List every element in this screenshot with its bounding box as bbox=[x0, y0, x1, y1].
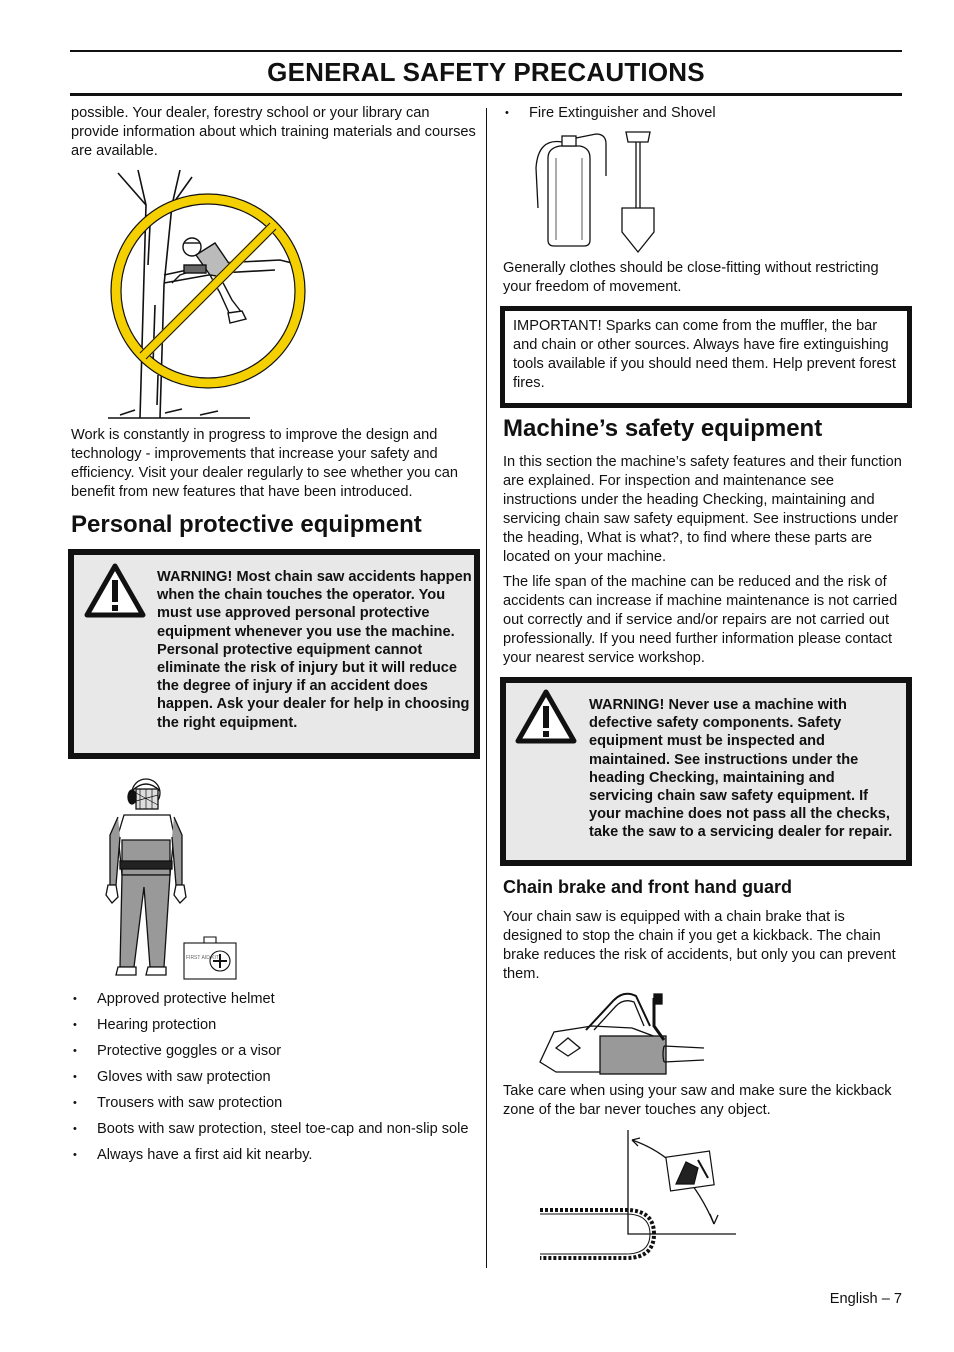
list-item: • Hearing protection bbox=[71, 1016, 476, 1034]
machine-paragraph-2: The life span of the machine can be reduced and the risk of accidents can increase if machine maintenance is not carried out correctly and if service and/or repairs are not carried out professionally. If you need further information please contact your nearest service workshop. bbox=[503, 574, 898, 666]
list-item: • Protective goggles or a visor bbox=[71, 1042, 476, 1060]
machine-warning-box bbox=[500, 677, 912, 866]
protective-equipment-illustration bbox=[100, 775, 245, 985]
first-aid-kit-label: FIRST AID KIT bbox=[186, 955, 219, 961]
list-item: • Fire Extinguisher and Shovel bbox=[503, 104, 903, 122]
important-box bbox=[500, 306, 912, 408]
improvement-paragraph: Work is constantly in progress to improve the design and technology - improvements that increase your safety and efficiency. Visit your dealer regularly to see whether you can benefit from new features that have been introduced. bbox=[71, 427, 458, 500]
warning-triangle-icon bbox=[515, 689, 577, 745]
ppe-warning-text: WARNING! Most chain saw accidents happen when the chain touches the operator. You must use approved personal protective equipment whenever you use the machine. Personal protective equipment cannot eliminate the risk of injury but it will reduce the degree of injury if an accident does happen. Ask your dealer for help in choosing the right equipment. bbox=[157, 569, 472, 731]
list-item: • Always have a first aid kit nearby. bbox=[71, 1146, 476, 1164]
fire-extinguisher-shovel-illustration bbox=[530, 128, 670, 256]
intro-paragraph: possible. Your dealer, forestry school or your library can provide information about which training materials and courses are available. bbox=[71, 105, 476, 159]
list-item: • Gloves with saw protection bbox=[71, 1068, 476, 1086]
column-separator bbox=[486, 108, 487, 1268]
chain-brake-heading: Chain brake and front hand guard bbox=[503, 877, 793, 897]
list-item: • Boots with saw protection, steel toe-cap and non-slip sole bbox=[71, 1120, 476, 1138]
chain-brake-illustration bbox=[536, 990, 706, 1080]
ppe-heading: Personal protective equipment bbox=[71, 511, 422, 538]
machine-warning-text: WARNING! Never use a machine with defective safety components. Safety equipment must be inspected and maintained. See instructions under the heading Checking, maintaining and servicing chain saw safety equipment. If your machine does not pass all the checks, take the saw to a servicing dealer for repair. bbox=[589, 697, 893, 841]
list-item: • Trousers with saw protection bbox=[71, 1094, 476, 1112]
ppe-warning-box bbox=[68, 549, 480, 759]
kickback-paragraph: Take care when using your saw and make sure the kickback zone of the bar never touches any object. bbox=[503, 1083, 892, 1118]
header-bottom-rule bbox=[70, 93, 902, 96]
page-number: English – 7 bbox=[829, 1291, 902, 1307]
fire-list bbox=[503, 104, 903, 122]
kickback-zone-illustration bbox=[536, 1128, 741, 1268]
no-climbing-illustration bbox=[100, 165, 315, 425]
ppe-list bbox=[71, 990, 476, 1164]
chain-brake-paragraph: Your chain saw is equipped with a chain brake that is designed to stop the chain if you get a kickback. The chain brake reduces the risk of accidents, but only you can prevent them. bbox=[503, 909, 896, 982]
list-item: • Approved protective helmet bbox=[71, 990, 476, 1008]
warning-triangle-icon bbox=[84, 563, 146, 619]
clothes-paragraph: Generally clothes should be close-fitting without restricting your freedom of movement. bbox=[503, 260, 879, 295]
machine-safety-heading: Machine’s safety equipment bbox=[503, 415, 823, 442]
header-top-rule bbox=[70, 50, 902, 52]
machine-paragraph-1: In this section the machine’s safety features and their function are explained. For inspection and maintenance see instructions under the heading Checking, maintaining and servicing chain saw safety equipment. See instructions under the heading, What is what?, to find where these parts are located on your machine. bbox=[503, 454, 902, 565]
page-title: GENERAL SAFETY PRECAUTIONS bbox=[267, 57, 705, 87]
important-text: IMPORTANT! Sparks can come from the muffler, the bar and chain or other sources. Always have fire extinguishing tools available if you should need them. Help prevent forest fires. bbox=[513, 318, 896, 391]
